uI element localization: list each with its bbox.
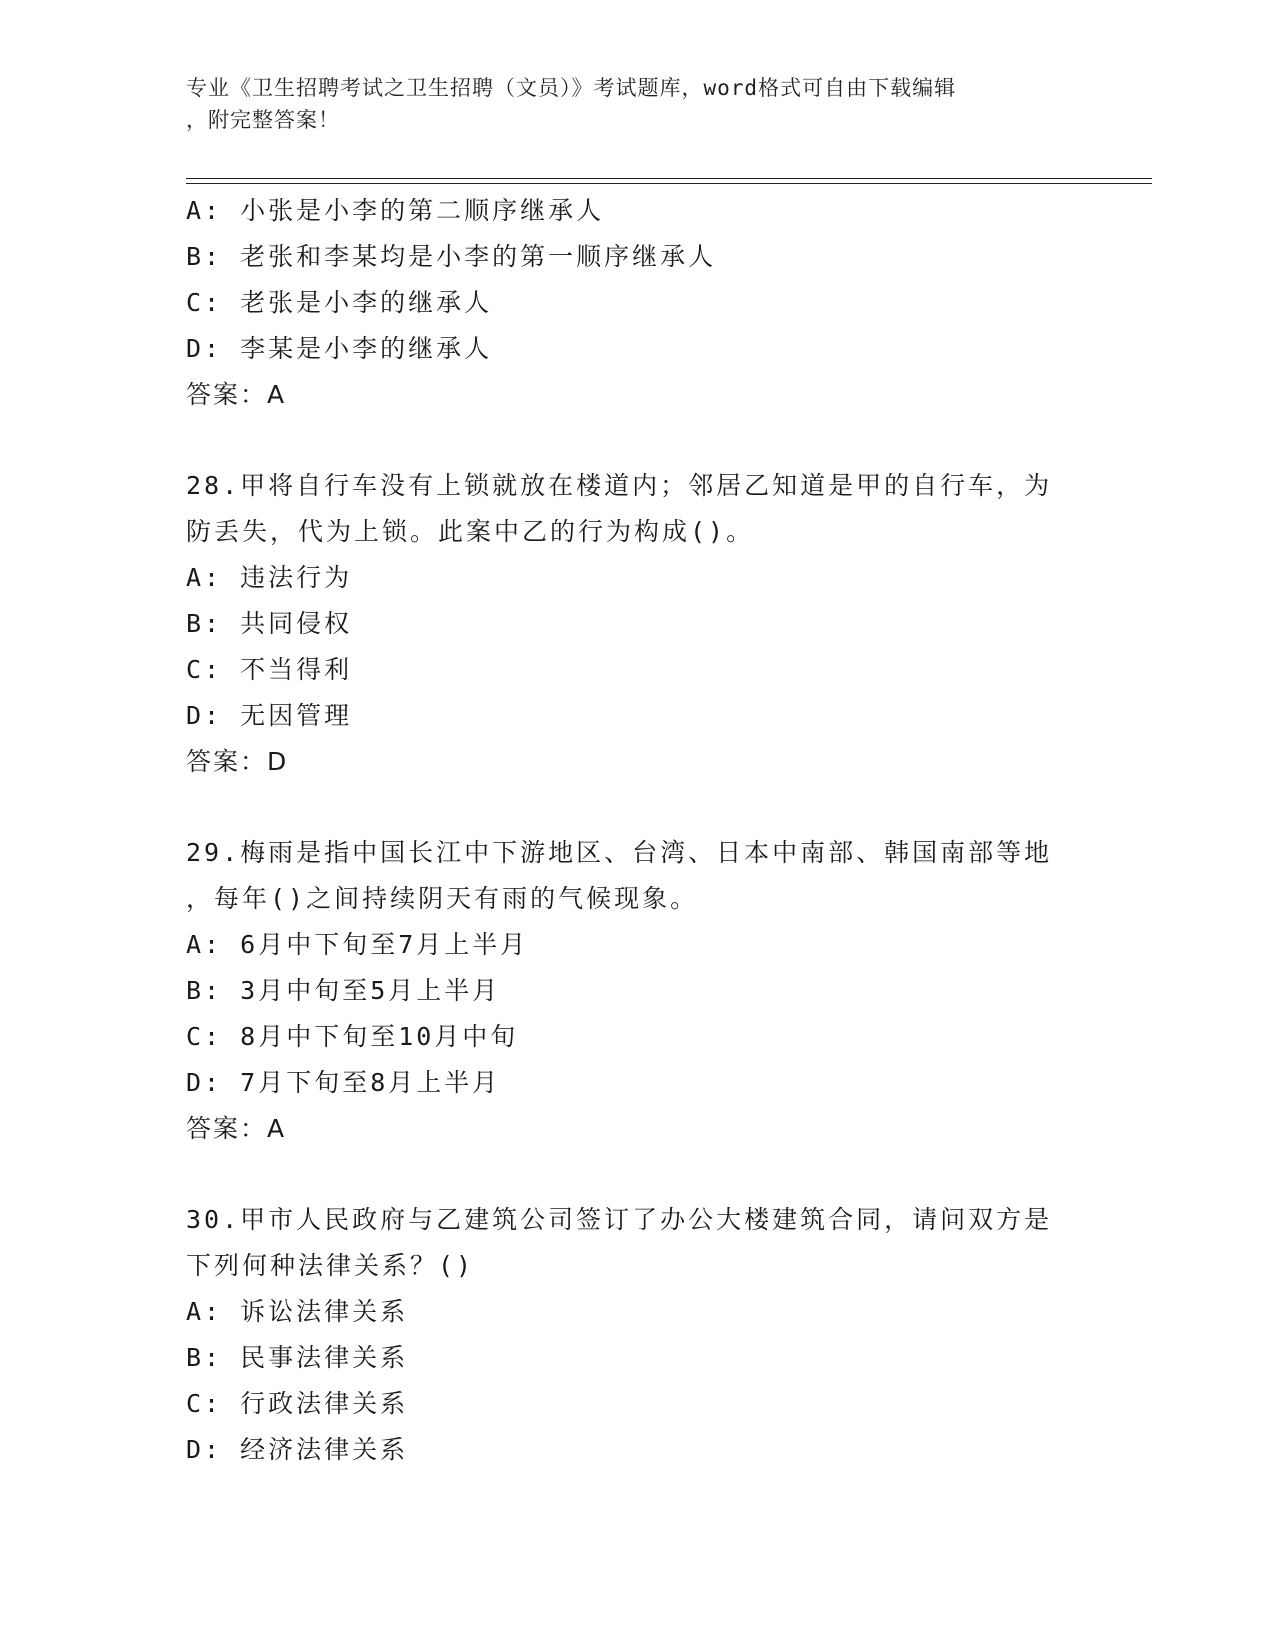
header-line-2: ，附完整答案！ <box>186 108 340 132</box>
option-a: A: 小张是小李的第二顺序继承人 <box>186 196 605 225</box>
option-c: C: 老张是小李的继承人 <box>186 288 493 317</box>
question-30 <box>186 1197 1086 1473</box>
question-stem-line-2: 防丢失，代为上锁。此案中乙的行为构成()。 <box>186 517 755 546</box>
option-d: D: 经济法律关系 <box>186 1435 409 1464</box>
option-d: D: 7月下旬至8月上半月 <box>186 1068 501 1097</box>
question-list <box>186 188 1086 1473</box>
question-stem-line-1: 28.甲将自行车没有上锁就放在楼道内；邻居乙知道是甲的自行车，为 <box>186 471 1053 500</box>
option-b: B: 老张和李某均是小李的第一顺序继承人 <box>186 242 717 271</box>
answer-label: 答案：A <box>186 380 287 409</box>
header-line-1: 专业《卫生招聘考试之卫生招聘（文员）》考试题库，word格式可自由下载编辑 <box>186 76 957 100</box>
document-header <box>186 72 1066 136</box>
question-stem-line-1: 29.梅雨是指中国长江中下游地区、台湾、日本中南部、韩国南部等地 <box>186 838 1053 867</box>
option-d: D: 李某是小李的继承人 <box>186 334 493 363</box>
option-a: A: 6月中下旬至7月上半月 <box>186 930 529 959</box>
option-a: A: 违法行为 <box>186 563 353 592</box>
header-divider-top <box>186 178 1152 179</box>
question-stem-line-2: ，每年()之间持续阴天有雨的气候现象。 <box>186 884 699 913</box>
question-stem-line-2: 下列何种法律关系？() <box>186 1251 475 1280</box>
answer-label: 答案：A <box>186 1114 287 1143</box>
option-b: B: 共同侵权 <box>186 609 353 638</box>
option-d: D: 无因管理 <box>186 701 353 730</box>
question-27 <box>186 188 1086 418</box>
question-stem-line-1: 30.甲市人民政府与乙建筑公司签订了办公大楼建筑合同，请问双方是 <box>186 1205 1053 1234</box>
option-a: A: 诉讼法律关系 <box>186 1297 409 1326</box>
option-c: C: 行政法律关系 <box>186 1389 409 1418</box>
question-28 <box>186 463 1086 785</box>
option-c: C: 8月中下旬至10月中旬 <box>186 1022 519 1051</box>
answer-label: 答案：D <box>186 747 289 776</box>
option-b: B: 3月中旬至5月上半月 <box>186 976 501 1005</box>
question-29 <box>186 830 1086 1152</box>
option-b: B: 民事法律关系 <box>186 1343 409 1372</box>
option-c: C: 不当得利 <box>186 655 353 684</box>
header-divider-bottom <box>186 183 1152 184</box>
